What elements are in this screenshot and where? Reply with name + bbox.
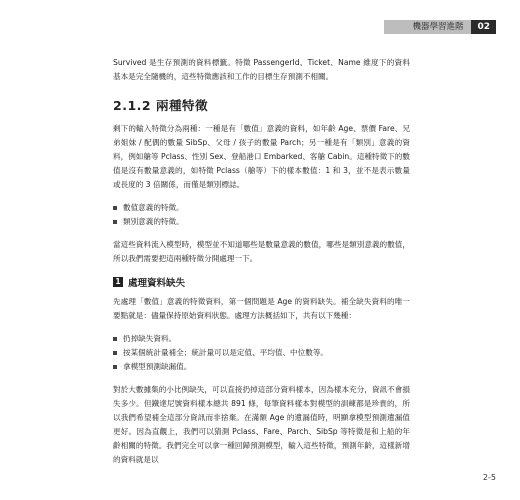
paragraph-imputation: 對於大數據集的小比例缺失，可以直接扔掉這部分資料樣本，因為樣本充分，資訊不會損失多少。但鐵達尼號資料樣本總共 891 條，每筆資料樣本對模型的訓練都是珍貴的，所以我們希望補全這部分資訊而非捨棄。在滿額 Age 的遺漏值時，明顯拿模型預測遺漏值更好。因為直觀上，我們可以猜測 Pclass、Fare、Parch、SibSp 等特徵是和上船的年齡相關的特徵。我們完全可以拿一種回歸預測模型，輸入這些特徵，預測年齡，這樣新增的資料就是以 [113,385,410,464]
intro-paragraph: Survived 是生存預測的資料標籤。特徵 PassengerId、Ticket、Name 維度下的資料基本是完全隨機的，這些特徵應該和工作的目標生存預測不相關。 [113,58,410,81]
bullet-icon [113,206,117,210]
feature-type-list [113,201,410,229]
section-heading [113,96,410,114]
subsection-title: 處理資料缺失 [128,278,186,289]
header-title: 機器學習進階 [384,20,471,34]
paragraph-missing-data: 先處理「數值」意義的特徵資料，第一個問題是 Age 的資料缺失。補全缺失資料的唯一要點就是：儘量保持原始資料狀態。處理方法概括如下，共有以下幾種： [113,297,410,320]
paragraph-feature-types: 剩下的輸入特徵分為兩種：一種是有「數值」意義的資料，如年齡 Age、票價 Fare、兄弟姐妹 / 配偶的數量 SibSp、父母 / 孩子的數量 Parch；另一種是有「類別」意義的資料，例如艙等 Pclass、性別 Sex、登船港口 Embarked、客艙 Cabin。這種特徵下的數值是沒有數量意義的，如特徵 Pclass（艙等）下的樣本數值：1 和 3，並不是表示數量或長度的 3 倍關係，而僅是類別標誌。 [113,124,410,189]
page-number: 2-5 [482,473,496,482]
list-item: 數值意義的特徵。 [113,201,410,215]
section-number: 2.1.2 [113,98,152,113]
bullet-icon [113,220,117,224]
subsection-heading [113,275,410,289]
list-item: 類別意義的特徵。 [113,215,410,229]
bullet-icon [113,337,117,341]
page-content [113,56,410,476]
subsection-number: 1 [113,277,123,287]
list-item: 拿模型預測缺漏值。 [113,360,410,374]
list-item: 扔掉缺失資料。 [113,332,410,346]
bullet-icon [113,351,117,355]
section-title: 兩種特徵 [155,98,208,113]
list-item: 按某個統計量補全；統計量可以是定值、平均值、中位數等。 [113,346,410,360]
bullet-icon [113,365,117,369]
missing-data-methods-list [113,332,410,374]
running-header [384,20,496,34]
paragraph-model-input: 當這些資料流入模型時，模型並不知道哪些是數量意義的數值，哪些是類別意義的數值，所以我們需要把這兩種特徵分開處理一下。 [113,240,410,263]
chapter-number: 02 [471,20,496,34]
